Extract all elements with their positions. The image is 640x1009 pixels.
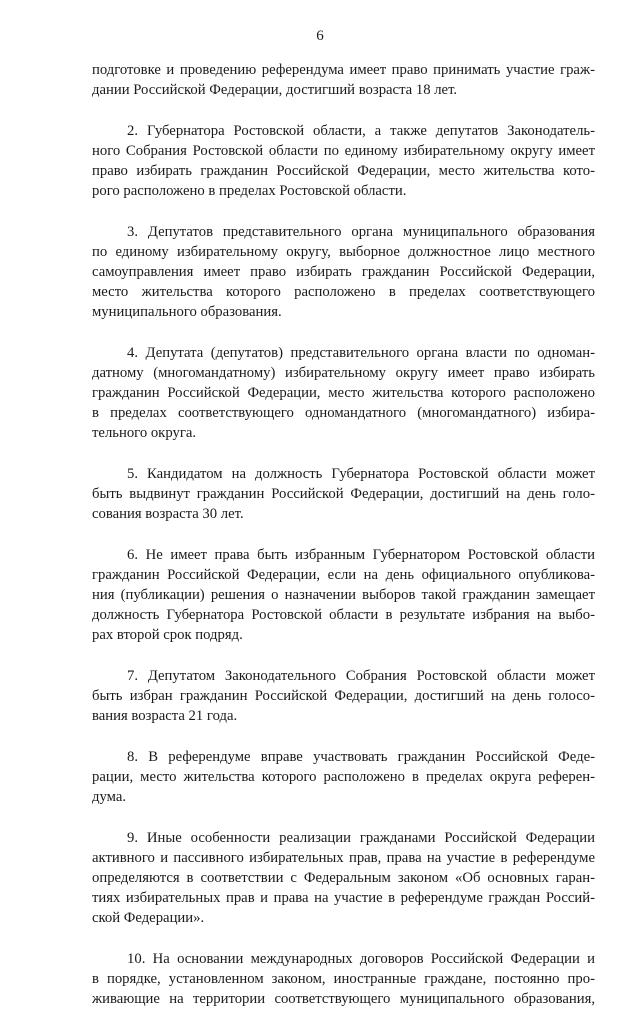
- paragraph: [92, 343, 595, 443]
- paragraph-line: сования возраста 30 лет.: [92, 506, 244, 522]
- document-body: [92, 60, 595, 1009]
- paragraph-line: 2. Губернатора Ростовской области, а также депутатов Законодатель-: [127, 123, 595, 139]
- paragraph-line: быть выдвинут гражданин Российской Федерации, достигший на день голо-: [92, 486, 595, 502]
- paragraph-line: по единому избирательному округу, выборное должностное лицо местного: [92, 244, 595, 260]
- paragraph-line: 6. Не имеет права быть избранным Губернатором Ростовской области: [127, 547, 595, 563]
- paragraph-line: 9. Иные особенности реализации гражданами Российской Федерации: [127, 830, 595, 846]
- paragraph-line: гражданин Российской Федерации, если на день официального опубликова-: [92, 567, 595, 583]
- paragraph-line: право избирать гражданин Российской Федерации, место жительства кото-: [92, 163, 595, 179]
- paragraph-line: рого расположено в пределах Ростовской области.: [92, 183, 407, 199]
- paragraph-line: 4. Депутата (депутатов) представительного органа власти по одноман-: [127, 345, 595, 361]
- page-number: 6: [316, 28, 324, 44]
- paragraph-line: 3. Депутатов представительного органа муниципального образования: [127, 224, 595, 240]
- paragraph-line: 10. На основании международных договоров Российской Федерации и: [127, 951, 595, 967]
- paragraph-line: должность Губернатора Ростовской области в результате избрания на выбо-: [92, 607, 595, 623]
- paragraph: [92, 828, 595, 928]
- paragraph-line: самоуправления имеет право избирать гражданин Российской Федерации,: [92, 264, 595, 280]
- paragraph-line: дума.: [92, 789, 127, 805]
- paragraph: [92, 464, 595, 524]
- paragraph-line: рах второй срок подряд.: [92, 627, 243, 643]
- paragraph-line: место жительства которого расположено в пределах соответствующего: [92, 284, 595, 300]
- paragraph-line: ного Собрания Ростовской области по единому избирательному округу имеет: [92, 143, 595, 159]
- paragraph-line: 8. В референдуме вправе участвовать гражданин Российской Феде-: [127, 749, 595, 765]
- paragraph-line: рации, место жительства которого расположено в пределах округа референ-: [92, 769, 595, 785]
- paragraph-line: тиях избирательных прав и права на участие в референдуме граждан Россий-: [92, 890, 595, 906]
- paragraph-line: ния (публикации) решения о назначении выборов такой гражданин замещает: [92, 587, 595, 603]
- paragraph: [92, 747, 595, 807]
- paragraph-line: в пределах соответствующего одномандатного (многомандатного) избира-: [92, 405, 595, 421]
- paragraph: [92, 949, 595, 1009]
- paragraph: [92, 545, 595, 645]
- paragraph: [92, 666, 595, 726]
- paragraph-line: вания возраста 21 года.: [92, 708, 238, 724]
- paragraph-line: 5. Кандидатом на должность Губернатора Ростовской области может: [127, 466, 595, 482]
- paragraph-line: тельного округа.: [92, 425, 197, 441]
- paragraph-line: быть избран гражданин Российской Федерации, достигший на день голосо-: [92, 688, 595, 704]
- paragraph-line: в порядке, установленном законом, иностранные граждане, постоянно про-: [92, 971, 595, 987]
- paragraph-line: 7. Депутатом Законодательного Собрания Ростовской области может: [127, 668, 595, 684]
- paragraph-line: подготовке и проведению референдума имеет право принимать участие граж-: [92, 62, 595, 78]
- paragraph-line: дании Российской Федерации, достигший возраста 18 лет.: [92, 82, 458, 98]
- paragraph-line: датному (многомандатному) избирательному округу имеет право избирать: [92, 365, 595, 381]
- paragraph-line: ской Федерации».: [92, 910, 205, 926]
- paragraph-line: активного и пассивного избирательных прав, права на участие в референдуме: [92, 850, 595, 866]
- paragraph: [92, 60, 595, 100]
- paragraph: [92, 222, 595, 322]
- paragraph-line: живающие на территории соответствующего муниципального образования,: [92, 991, 595, 1007]
- paragraph-line: муниципального образования.: [92, 304, 282, 320]
- paragraph-line: гражданин Российской Федерации, место жительства которого расположено: [92, 385, 595, 401]
- paragraph-line: определяются в соответствии с Федеральным законом «Об основных гаран-: [92, 870, 595, 886]
- paragraph: [92, 121, 595, 201]
